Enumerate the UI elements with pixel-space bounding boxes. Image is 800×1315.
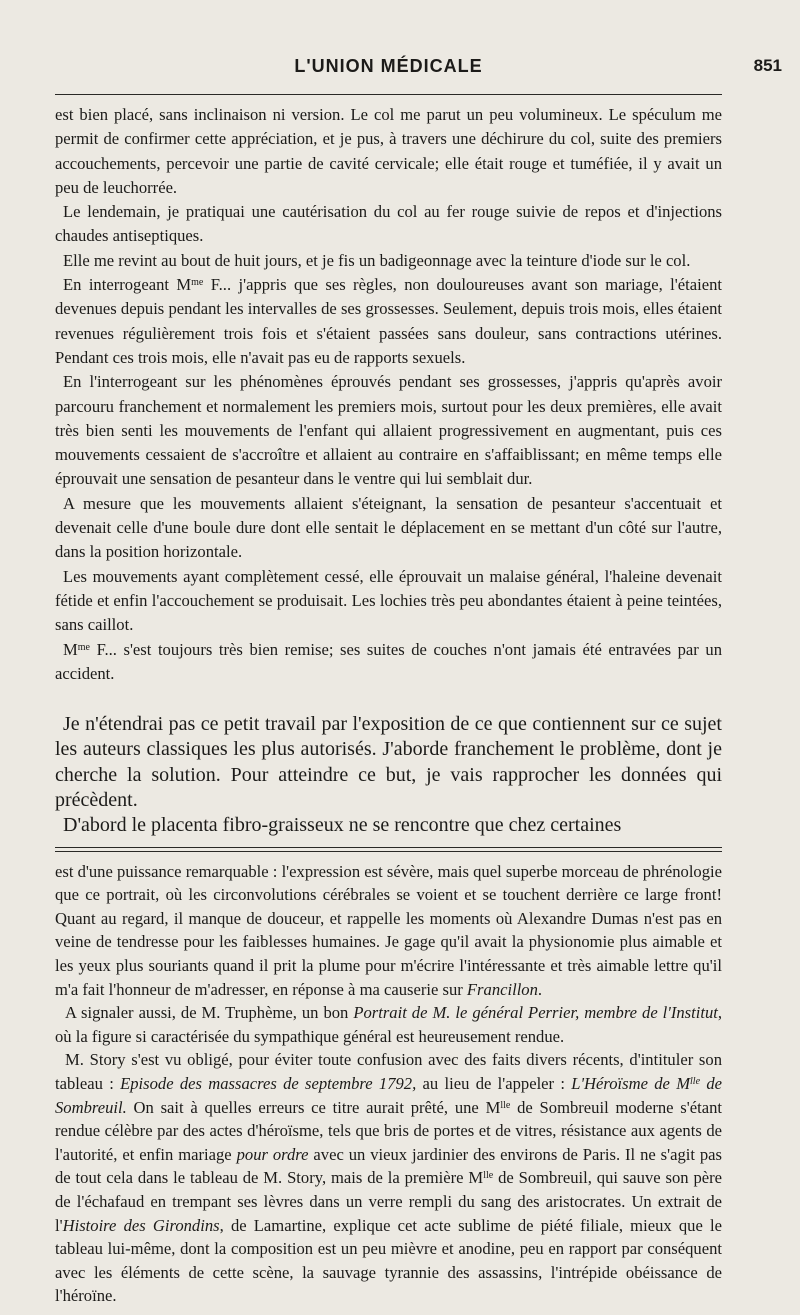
text-span: au lieu de l'appeler :	[416, 1073, 572, 1093]
text-span: M. Story s'est vu obligé, pour éviter toute confusion avec des faits divers récents, d'intituler son tableau :	[55, 1050, 722, 1093]
paragraph: Je n'étendrai pas ce petit travail par l'exposition de ce que contiennent sur ce sujet les auteurs classiques les plus autorisés. J'aborde franchement le problème, dont je cherche la solution. Pour atteindre ce but, je vais rapprocher les données qui précèdent.	[55, 713, 722, 812]
superscript: me	[77, 641, 90, 653]
feuilleton-section	[55, 860, 722, 1308]
superscript: lle	[500, 1099, 511, 1111]
text-span: .	[537, 979, 543, 999]
paragraph	[55, 1001, 722, 1048]
case-report-section	[55, 103, 722, 686]
superscript: lle	[690, 1075, 701, 1087]
page-number: 851	[753, 56, 782, 75]
paragraph: A mesure que les mouvements allaient s'éteignant, la sensation de pesanteur s'accentuait et devenait celle d'une boule dure dont elle sentait le déplacement en se mettant d'un côté sur l'autre, dans la position horizontale.	[55, 493, 722, 562]
italic-title: Episode des massacres de septembre 1792,	[120, 1073, 417, 1093]
text-span: , de Lamartine, explique cet acte sublime de piété filiale, mieux que le tableau lui-même, dont la composition est un peu mièvre et anodine, peu en rapport par conséquent avec les éléments de cette scène, la sauvage tyrannie des assassins, l'intrépide obéissance de l'héroïne.	[55, 1215, 722, 1306]
paragraph	[55, 1048, 722, 1308]
text-span: A signaler aussi, de M. Truphème, un bon	[65, 1003, 354, 1023]
italic-title: Portrait de M. le général Perrier, membre de l'Institut	[353, 1003, 718, 1023]
text-span: , où la figure si caractérisée du sympathique général est heureusement rendue.	[55, 1003, 723, 1046]
italic-title: pour ordre	[236, 1144, 309, 1164]
paragraph: Le lendemain, je pratiquai une cautérisation du col au fer rouge suivie de repos et d'injections chaudes antiseptiques.	[55, 202, 722, 246]
text-span: F... s'est toujours très bien remise; ses suites de couches n'ont jamais été entravées par un accident.	[55, 639, 722, 683]
paragraph: En l'interrogeant sur les phénomènes éprouvés pendant ses grossesses, j'appris qu'après avoir parcouru franchement et normalement les premiers mois, surtout pour les deux premières, elle avait très bien senti les mouvements de l'enfant qui allaient progressivement en augmentant, puis ces mouvements cessaient de s'accroître et allaient au contraire en s'affaiblissant; en même temps elle éprouvait une sensation de pesanteur dans le ventre qui lui semblait dur.	[55, 372, 722, 489]
text-span: avec un vieux jardinier des environs de Paris. Il ne s'agit pas de tout cela dans le tableau de M. Story, mais de la première M	[55, 1144, 723, 1188]
text-span: L'Héroïsme de M	[571, 1073, 691, 1093]
italic-title: Histoire des Girondins	[62, 1215, 220, 1235]
superscript: me	[191, 277, 204, 289]
text-span: F... j'appris que ses règles, non douloureuses avant son mariage, l'étaient devenues depuis pendant les intervalles de ses grossesses. Seulement, depuis trois mois, elles étaient revenues régulièrement trois fois et s'étaient passées sans douleur, sans contractions utérines. Pendant ces trois mois, elle n'avait pas eu de rapports sexuels.	[55, 275, 722, 367]
text-span: M	[63, 639, 78, 659]
paragraph	[55, 860, 722, 1002]
paragraph: Elle me revint au bout de huit jours, et je fis un badigeonnage avec la teinture d'iode sur le col.	[63, 250, 691, 270]
paragraph	[55, 638, 722, 687]
text-span: En interrogeant M	[63, 275, 192, 295]
text-span: de Sombreuil moderne s'étant rendue célèbre par des actes d'héroïsme, tels que bris de portes et de vitres, résistance aux agents de l'autorité, et enfin mariage	[55, 1097, 722, 1164]
page-header	[55, 0, 782, 95]
text-span: de Sombreuil.	[55, 1073, 722, 1117]
running-title: L'UNION MÉDICALE	[294, 56, 483, 76]
paragraph: D'abord le placenta fibro-graisseux ne se rencontre que chez certaines	[63, 814, 622, 837]
superscript: lle	[483, 1170, 494, 1182]
text-span: est d'une puissance remarquable : l'expression est sévère, mais quel superbe morceau de phrénologie que ce portrait, où les circonvolutions cérébrales se voient et se touchent derrière ce large front! Quant au regard, il manque de douceur, et rappelle les moments où Alexandre Dumas n'est pas en veine de tendresse pour les faiblesses humaines. Je gage qu'il avait la physionomie plus aimable et les yeux plus souriants quand il prit la plume pour m'écrire l'intéressante et très aimable lettre qu'il m'a fait l'honneur de m'adresser, en réponse à ma causerie sur	[55, 861, 722, 999]
feuilleton-divider	[55, 847, 722, 852]
paragraph: est bien placé, sans inclinaison ni version. Le col me parut un peu volumineux. Le spéculum me permit de confirmer cette appréciation, et je pus, à travers une déchirure du col, suite des premiers accouchements, percevoir une partie de cavité cervicale; elle était rouge et tuméfiée, il y avait un peu de leuchorrée.	[55, 105, 722, 197]
text-span: de Sombreuil, qui sauve son père de l'échafaud en trempant ses lèvres dans un verre rempli du sang des aristocrates. Un extrait de l'	[55, 1168, 722, 1235]
paragraph	[55, 273, 722, 370]
paragraph: Les mouvements ayant complètement cessé, elle éprouvait un malaise général, l'haleine devenait fétide et enfin l'accouchement se produisait. Les lochies très peu abondantes étaient à peine teintées, sans caillot.	[55, 566, 722, 635]
italic-title: Francillon	[466, 979, 538, 999]
essay-section	[55, 712, 722, 838]
text-span: On sait à quelles erreurs ce titre aurait prêté, une M	[126, 1097, 501, 1117]
